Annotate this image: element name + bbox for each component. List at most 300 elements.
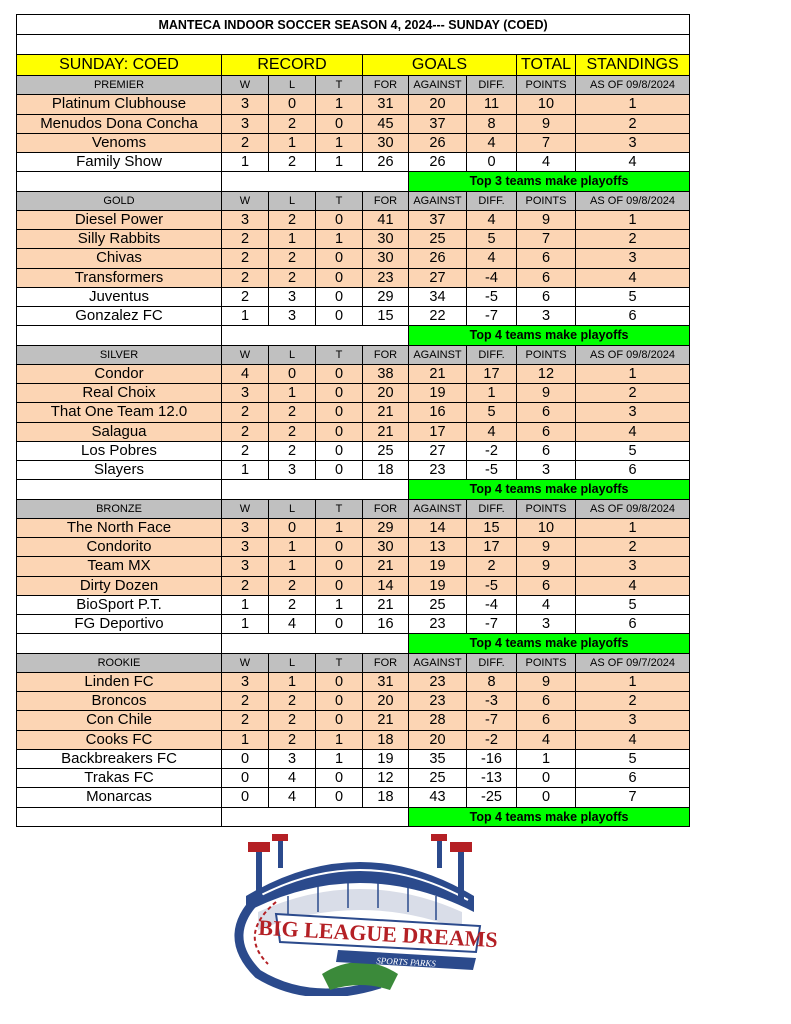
team-name: Family Show: [17, 153, 222, 172]
stat-t: 0: [316, 615, 363, 634]
stat-t: 1: [316, 595, 363, 614]
stat-for: 30: [363, 230, 409, 249]
stat-l: 0: [269, 95, 316, 114]
team-name: The North Face: [17, 518, 222, 537]
stat-against: 25: [409, 595, 467, 614]
team-name: Dirty Dozen: [17, 576, 222, 595]
stat-diff: -2: [467, 730, 517, 749]
stat-rank: 5: [576, 441, 690, 460]
col-for-header: FOR: [363, 345, 409, 364]
playoff-note-row: [17, 634, 690, 653]
stat-points: 6: [517, 711, 576, 730]
stat-against: 26: [409, 153, 467, 172]
stat-diff: 5: [467, 230, 517, 249]
team-row: [17, 441, 690, 460]
stat-l: 2: [269, 403, 316, 422]
stat-against: 27: [409, 268, 467, 287]
stat-diff: -2: [467, 441, 517, 460]
team-name: Menudos Dona Concha: [17, 114, 222, 133]
stat-for: 45: [363, 114, 409, 133]
col-against-header: AGAINST: [409, 499, 467, 518]
team-row: [17, 518, 690, 537]
col-w-header: W: [222, 653, 269, 672]
stat-rank: 6: [576, 307, 690, 326]
stat-against: 17: [409, 422, 467, 441]
stat-points: 6: [517, 441, 576, 460]
stat-for: 18: [363, 788, 409, 807]
stat-t: 1: [316, 730, 363, 749]
team-row: [17, 153, 690, 172]
stat-rank: 6: [576, 615, 690, 634]
col-points-header: POINTS: [517, 345, 576, 364]
record-header: RECORD: [222, 55, 363, 76]
col-for-header: FOR: [363, 76, 409, 95]
team-row: [17, 576, 690, 595]
stat-diff: -7: [467, 307, 517, 326]
note-blank: [17, 634, 222, 653]
stat-for: 12: [363, 769, 409, 788]
stat-diff: 5: [467, 403, 517, 422]
col-diff-header: DIFF.: [467, 191, 517, 210]
col-w-header: W: [222, 76, 269, 95]
stat-diff: 4: [467, 133, 517, 152]
stat-l: 4: [269, 788, 316, 807]
stat-diff: 4: [467, 249, 517, 268]
stat-t: 0: [316, 422, 363, 441]
note-blank: [17, 326, 222, 345]
team-name: Con Chile: [17, 711, 222, 730]
stat-points: 6: [517, 268, 576, 287]
section-header-row: [17, 55, 690, 76]
col-l-header: L: [269, 653, 316, 672]
stat-w: 0: [222, 788, 269, 807]
stat-l: 3: [269, 307, 316, 326]
stat-rank: 1: [576, 672, 690, 691]
stat-for: 19: [363, 749, 409, 768]
stat-for: 21: [363, 711, 409, 730]
division-header-row: [17, 499, 690, 518]
col-t-header: T: [316, 653, 363, 672]
team-name: Gonzalez FC: [17, 307, 222, 326]
stat-t: 1: [316, 133, 363, 152]
stat-diff: -3: [467, 692, 517, 711]
team-row: [17, 95, 690, 114]
playoff-note-row: [17, 326, 690, 345]
stat-diff: 8: [467, 672, 517, 691]
stat-against: 43: [409, 788, 467, 807]
stat-l: 2: [269, 153, 316, 172]
stat-t: 1: [316, 153, 363, 172]
stat-against: 22: [409, 307, 467, 326]
stat-rank: 1: [576, 210, 690, 229]
stat-w: 1: [222, 307, 269, 326]
col-against-header: AGAINST: [409, 76, 467, 95]
stat-w: 1: [222, 595, 269, 614]
stat-against: 14: [409, 518, 467, 537]
as-of-date: AS OF 09/8/2024: [576, 499, 690, 518]
team-name: Condor: [17, 364, 222, 383]
team-name: Linden FC: [17, 672, 222, 691]
stat-against: 19: [409, 576, 467, 595]
stat-w: 2: [222, 711, 269, 730]
team-row: [17, 749, 690, 768]
stat-rank: 3: [576, 249, 690, 268]
stat-rank: 5: [576, 749, 690, 768]
col-for-header: FOR: [363, 191, 409, 210]
stat-t: 0: [316, 287, 363, 306]
stat-w: 2: [222, 441, 269, 460]
as-of-date: AS OF 09/8/2024: [576, 191, 690, 210]
stat-w: 3: [222, 518, 269, 537]
team-row: [17, 788, 690, 807]
playoff-note: Top 4 teams make playoffs: [409, 807, 690, 826]
stat-points: 0: [517, 788, 576, 807]
as-of-date: AS OF 09/8/2024: [576, 76, 690, 95]
stat-against: 25: [409, 769, 467, 788]
stat-for: 18: [363, 461, 409, 480]
stat-diff: -16: [467, 749, 517, 768]
stat-for: 30: [363, 249, 409, 268]
stat-diff: 17: [467, 538, 517, 557]
col-l-header: L: [269, 499, 316, 518]
stat-against: 37: [409, 114, 467, 133]
stat-rank: 2: [576, 538, 690, 557]
col-t-header: T: [316, 191, 363, 210]
stat-points: 9: [517, 557, 576, 576]
stat-points: 6: [517, 287, 576, 306]
team-name: FG Deportivo: [17, 615, 222, 634]
col-against-header: AGAINST: [409, 191, 467, 210]
col-for-header: FOR: [363, 653, 409, 672]
playoff-note-row: [17, 807, 690, 826]
stat-t: 0: [316, 441, 363, 460]
col-points-header: POINTS: [517, 653, 576, 672]
team-name: Juventus: [17, 287, 222, 306]
team-row: [17, 268, 690, 287]
goals-header: GOALS: [363, 55, 517, 76]
division-header-row: [17, 191, 690, 210]
stat-w: 3: [222, 538, 269, 557]
stat-t: 0: [316, 210, 363, 229]
stat-rank: 6: [576, 461, 690, 480]
team-name: Venoms: [17, 133, 222, 152]
stat-points: 4: [517, 730, 576, 749]
col-against-header: AGAINST: [409, 653, 467, 672]
stat-t: 0: [316, 461, 363, 480]
stat-points: 3: [517, 461, 576, 480]
team-name: Condorito: [17, 538, 222, 557]
stat-points: 7: [517, 133, 576, 152]
stat-l: 4: [269, 769, 316, 788]
note-blank: [17, 480, 222, 499]
team-row: [17, 249, 690, 268]
stat-against: 20: [409, 730, 467, 749]
team-row: [17, 403, 690, 422]
stat-rank: 4: [576, 422, 690, 441]
team-row: [17, 133, 690, 152]
team-name: Broncos: [17, 692, 222, 711]
stat-for: 30: [363, 133, 409, 152]
stat-against: 23: [409, 692, 467, 711]
stat-for: 21: [363, 557, 409, 576]
total-header: TOTAL: [517, 55, 576, 76]
stat-against: 19: [409, 384, 467, 403]
playoff-note: Top 3 teams make playoffs: [409, 172, 690, 191]
stat-diff: -25: [467, 788, 517, 807]
stat-w: 2: [222, 287, 269, 306]
as-of-date: AS OF 09/8/2024: [576, 345, 690, 364]
stat-points: 6: [517, 422, 576, 441]
stat-rank: 2: [576, 114, 690, 133]
stat-rank: 2: [576, 692, 690, 711]
stat-w: 1: [222, 153, 269, 172]
stat-points: 10: [517, 95, 576, 114]
stat-rank: 1: [576, 518, 690, 537]
stat-rank: 6: [576, 769, 690, 788]
stat-diff: 2: [467, 557, 517, 576]
stat-w: 2: [222, 692, 269, 711]
stat-for: 18: [363, 730, 409, 749]
stat-l: 2: [269, 692, 316, 711]
stat-rank: 4: [576, 153, 690, 172]
stat-rank: 7: [576, 788, 690, 807]
stat-rank: 5: [576, 287, 690, 306]
division-name: BRONZE: [17, 499, 222, 518]
playoff-note: Top 4 teams make playoffs: [409, 326, 690, 345]
stat-l: 2: [269, 441, 316, 460]
stat-l: 3: [269, 287, 316, 306]
team-name: Team MX: [17, 557, 222, 576]
stat-rank: 2: [576, 384, 690, 403]
stat-against: 26: [409, 249, 467, 268]
stat-rank: 5: [576, 595, 690, 614]
stat-w: 2: [222, 249, 269, 268]
stat-against: 23: [409, 615, 467, 634]
team-name: Salagua: [17, 422, 222, 441]
stat-t: 0: [316, 403, 363, 422]
stat-t: 0: [316, 249, 363, 268]
stat-t: 0: [316, 538, 363, 557]
stat-l: 2: [269, 730, 316, 749]
stat-w: 0: [222, 769, 269, 788]
stat-w: 1: [222, 461, 269, 480]
stat-for: 20: [363, 384, 409, 403]
stat-rank: 2: [576, 230, 690, 249]
col-w-header: W: [222, 345, 269, 364]
col-against-header: AGAINST: [409, 345, 467, 364]
title-row: [17, 15, 690, 35]
col-l-header: L: [269, 345, 316, 364]
col-t-header: T: [316, 345, 363, 364]
team-row: [17, 538, 690, 557]
team-name: Cooks FC: [17, 730, 222, 749]
team-row: [17, 114, 690, 133]
stat-t: 1: [316, 518, 363, 537]
stat-points: 6: [517, 692, 576, 711]
stat-against: 34: [409, 287, 467, 306]
division-name: PREMIER: [17, 76, 222, 95]
big-league-dreams-logo: [218, 834, 502, 996]
stat-w: 2: [222, 576, 269, 595]
stat-diff: -4: [467, 268, 517, 287]
stat-against: 23: [409, 461, 467, 480]
stat-points: 4: [517, 595, 576, 614]
stat-points: 9: [517, 210, 576, 229]
stat-rank: 4: [576, 268, 690, 287]
stat-t: 0: [316, 307, 363, 326]
stat-points: 7: [517, 230, 576, 249]
stat-diff: -7: [467, 711, 517, 730]
stat-w: 1: [222, 615, 269, 634]
stat-l: 1: [269, 384, 316, 403]
team-name: That One Team 12.0: [17, 403, 222, 422]
stat-for: 21: [363, 422, 409, 441]
stat-w: 4: [222, 364, 269, 383]
team-name: Backbreakers FC: [17, 749, 222, 768]
blank-cell: [17, 35, 690, 55]
note-blank: [222, 172, 409, 191]
stat-rank: 3: [576, 403, 690, 422]
stat-points: 9: [517, 672, 576, 691]
stat-diff: 11: [467, 95, 517, 114]
stat-points: 9: [517, 384, 576, 403]
team-name: Platinum Clubhouse: [17, 95, 222, 114]
stat-t: 0: [316, 364, 363, 383]
col-w-header: W: [222, 191, 269, 210]
blank-row: [17, 35, 690, 55]
stat-against: 35: [409, 749, 467, 768]
stat-t: 0: [316, 672, 363, 691]
team-row: [17, 230, 690, 249]
playoff-note: Top 4 teams make playoffs: [409, 634, 690, 653]
team-row: [17, 769, 690, 788]
stat-for: 29: [363, 518, 409, 537]
division-header-row: [17, 345, 690, 364]
stat-diff: 4: [467, 422, 517, 441]
stat-t: 0: [316, 692, 363, 711]
team-name: Silly Rabbits: [17, 230, 222, 249]
stat-against: 27: [409, 441, 467, 460]
stat-t: 0: [316, 114, 363, 133]
team-row: [17, 692, 690, 711]
stadium-baseball-logo-icon: [218, 834, 502, 996]
stat-against: 20: [409, 95, 467, 114]
stat-against: 28: [409, 711, 467, 730]
stat-t: 0: [316, 769, 363, 788]
stat-points: 3: [517, 615, 576, 634]
stat-rank: 3: [576, 557, 690, 576]
team-name: Chivas: [17, 249, 222, 268]
team-name: Real Choix: [17, 384, 222, 403]
stat-against: 19: [409, 557, 467, 576]
col-points-header: POINTS: [517, 499, 576, 518]
stat-for: 38: [363, 364, 409, 383]
stat-rank: 3: [576, 133, 690, 152]
division-name: SILVER: [17, 345, 222, 364]
stat-diff: 0: [467, 153, 517, 172]
team-row: [17, 730, 690, 749]
stat-l: 1: [269, 557, 316, 576]
stat-t: 1: [316, 749, 363, 768]
stat-l: 2: [269, 249, 316, 268]
col-points-header: POINTS: [517, 76, 576, 95]
standings-body: [17, 15, 690, 827]
col-for-header: FOR: [363, 499, 409, 518]
team-row: [17, 422, 690, 441]
stat-for: 41: [363, 210, 409, 229]
stat-for: 30: [363, 538, 409, 557]
division-header-row: [17, 76, 690, 95]
col-l-header: L: [269, 76, 316, 95]
stat-points: 9: [517, 114, 576, 133]
stat-for: 31: [363, 95, 409, 114]
stat-w: 2: [222, 422, 269, 441]
stat-t: 0: [316, 557, 363, 576]
stat-for: 31: [363, 672, 409, 691]
note-blank: [222, 326, 409, 345]
stat-for: 26: [363, 153, 409, 172]
stat-for: 16: [363, 615, 409, 634]
stat-diff: 8: [467, 114, 517, 133]
note-blank: [17, 172, 222, 191]
stat-for: 29: [363, 287, 409, 306]
stat-l: 3: [269, 749, 316, 768]
team-row: [17, 210, 690, 229]
team-name: Slayers: [17, 461, 222, 480]
stat-points: 10: [517, 518, 576, 537]
stat-l: 2: [269, 595, 316, 614]
stat-diff: -13: [467, 769, 517, 788]
stat-against: 26: [409, 133, 467, 152]
stat-diff: -5: [467, 576, 517, 595]
note-blank: [222, 634, 409, 653]
stat-w: 2: [222, 133, 269, 152]
stat-w: 3: [222, 210, 269, 229]
stat-points: 12: [517, 364, 576, 383]
note-blank: [17, 807, 222, 826]
stat-w: 3: [222, 557, 269, 576]
col-diff-header: DIFF.: [467, 345, 517, 364]
stat-against: 37: [409, 210, 467, 229]
division-header-row: [17, 653, 690, 672]
stat-points: 0: [517, 769, 576, 788]
stat-points: 4: [517, 153, 576, 172]
stat-t: 0: [316, 711, 363, 730]
team-row: [17, 364, 690, 383]
stat-diff: -7: [467, 615, 517, 634]
team-name: Diesel Power: [17, 210, 222, 229]
stat-for: 14: [363, 576, 409, 595]
stat-diff: 15: [467, 518, 517, 537]
stat-l: 1: [269, 538, 316, 557]
as-of-date: AS OF 09/7/2024: [576, 653, 690, 672]
stat-l: 2: [269, 422, 316, 441]
stat-diff: 4: [467, 210, 517, 229]
stat-points: 6: [517, 576, 576, 595]
playoff-note-row: [17, 480, 690, 499]
stat-diff: 17: [467, 364, 517, 383]
stat-l: 4: [269, 615, 316, 634]
team-name: Los Pobres: [17, 441, 222, 460]
stat-points: 6: [517, 249, 576, 268]
svg-text:SPORTS PARKS: SPORTS PARKS: [376, 955, 437, 969]
col-l-header: L: [269, 191, 316, 210]
team-row: [17, 557, 690, 576]
team-row: [17, 672, 690, 691]
stat-w: 2: [222, 268, 269, 287]
stat-t: 1: [316, 230, 363, 249]
stat-w: 3: [222, 95, 269, 114]
